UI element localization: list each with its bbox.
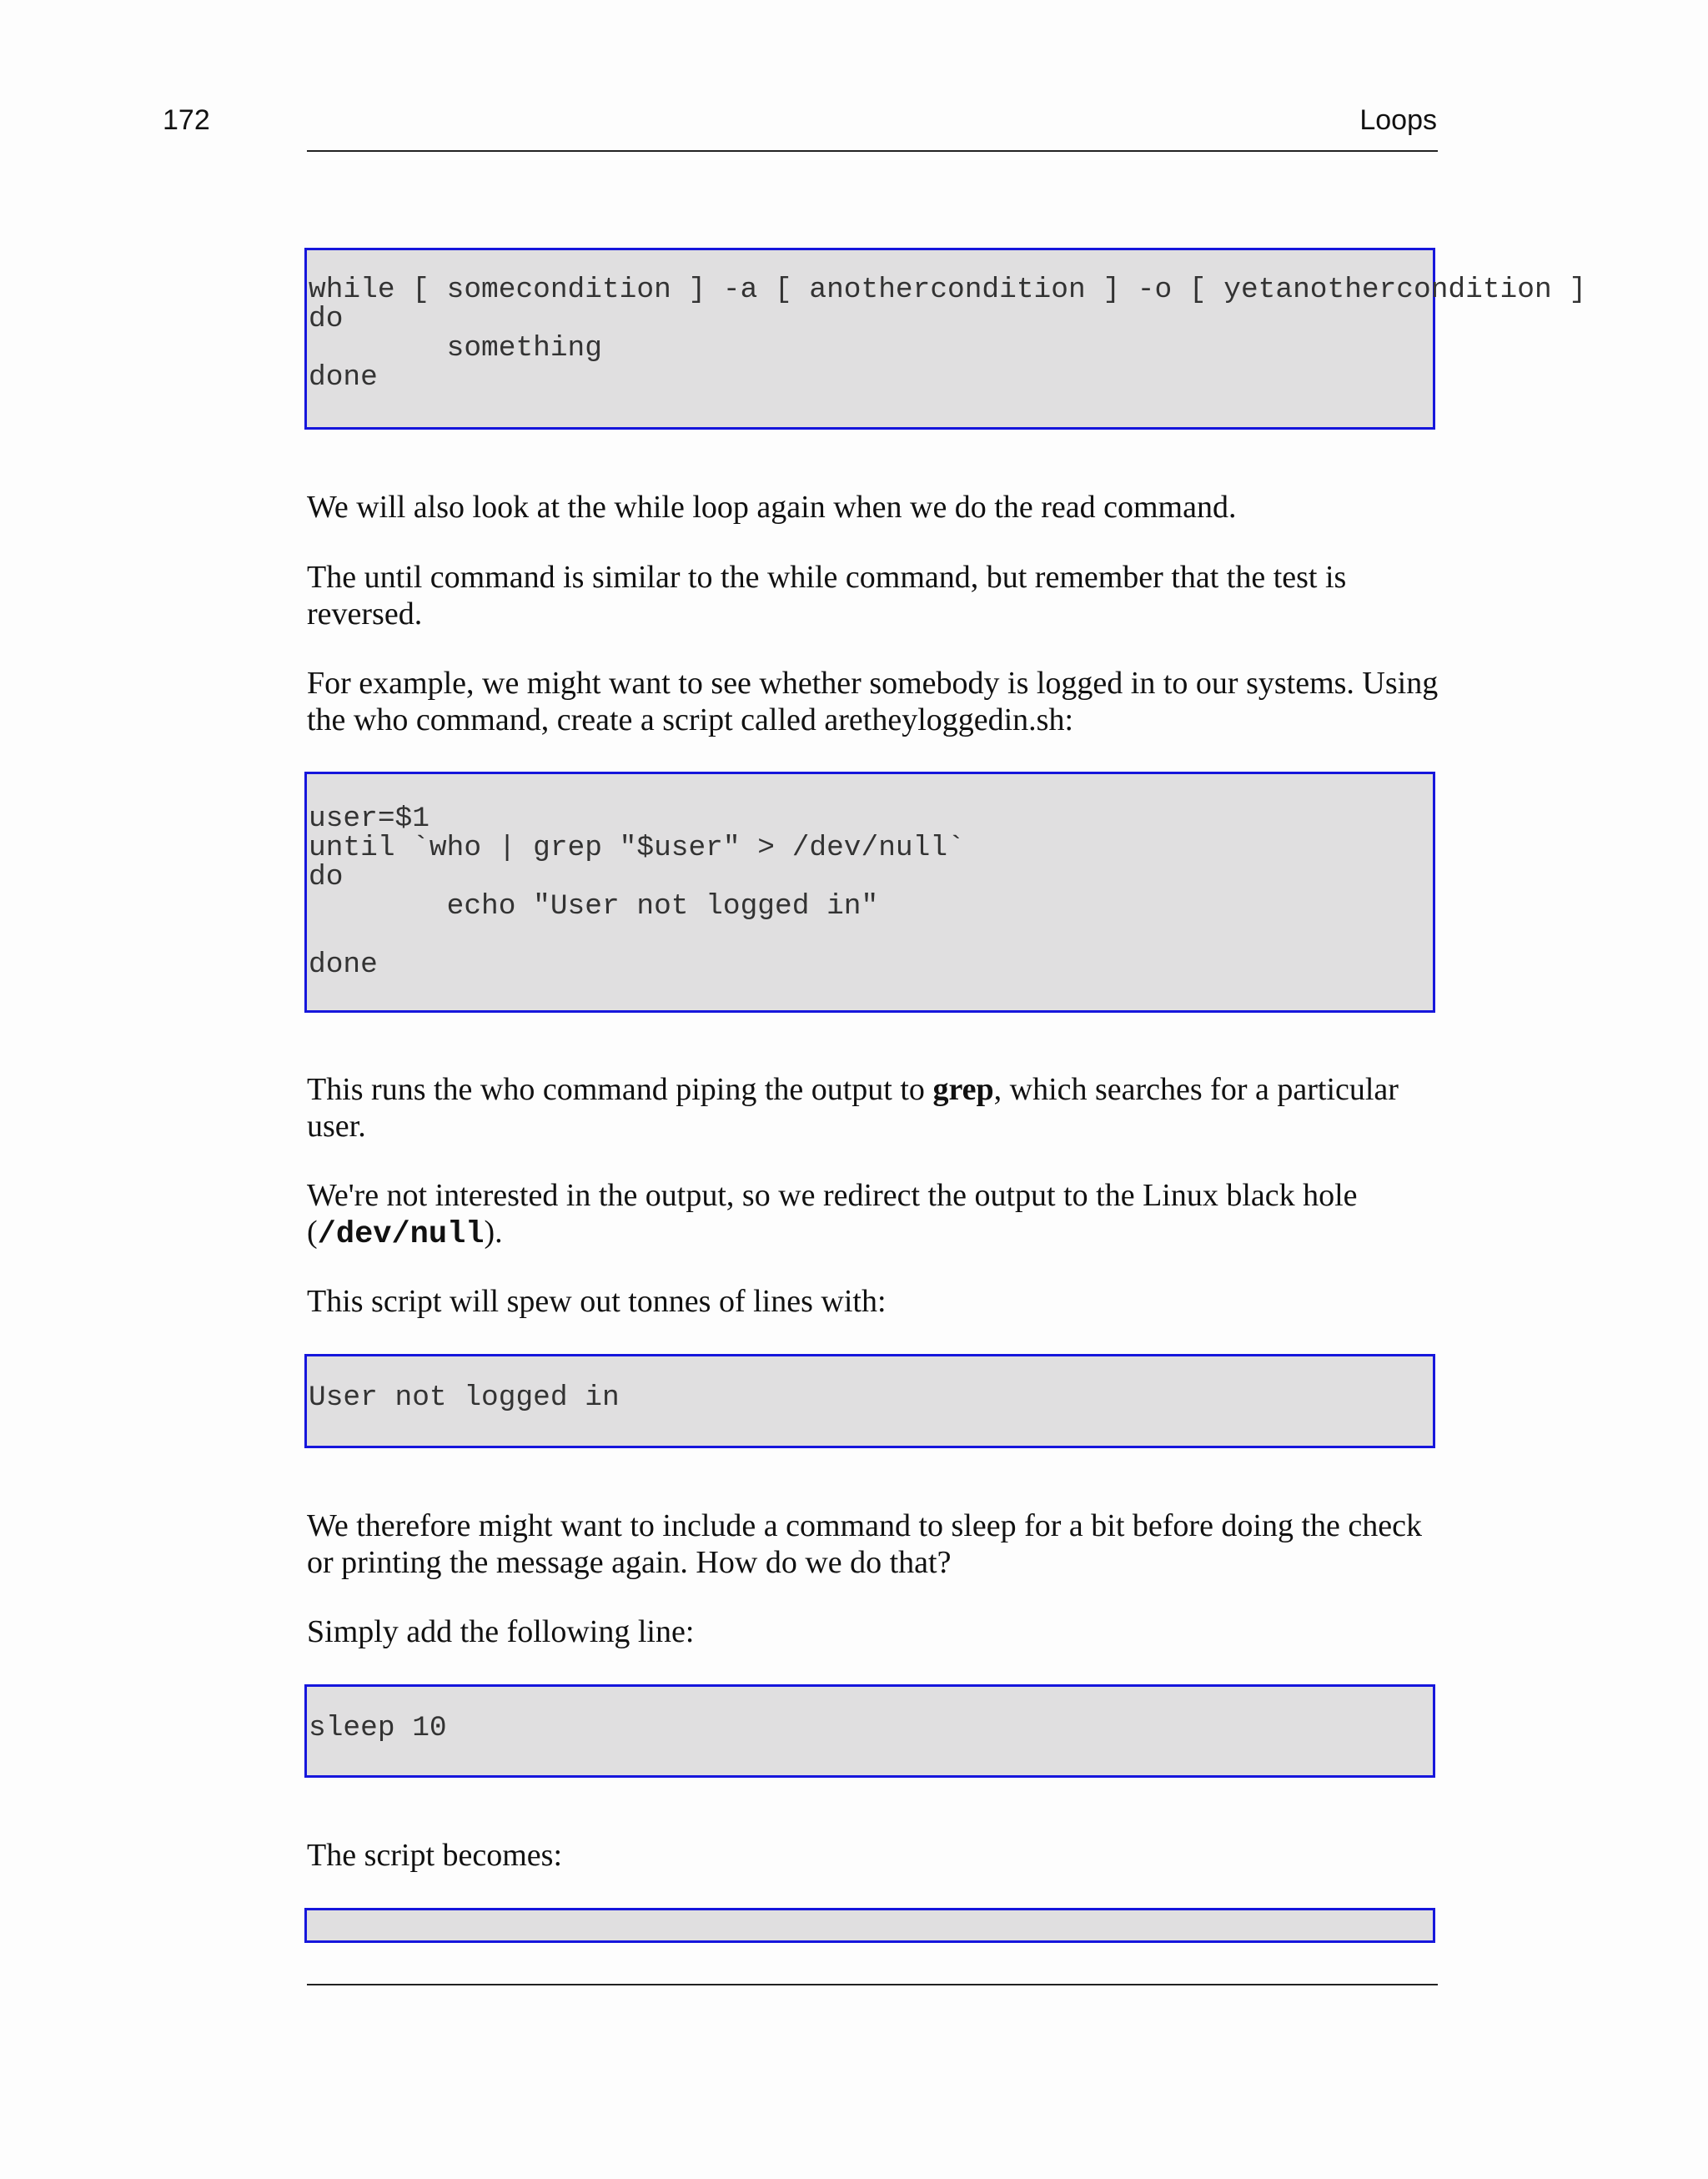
paragraph — [307, 1071, 1441, 1145]
code-text: sleep 10 — [309, 1712, 447, 1744]
paragraph: Simply add the following line: — [307, 1614, 695, 1649]
text-run: , which searches for a particular user. — [307, 1072, 1399, 1144]
paragraph: We therefore might want to include a command to sleep for a bit before doing the check or printing the message again. How do we do that? — [307, 1508, 1423, 1580]
paragraph: This script will spew out tonnes of lines with: — [307, 1284, 887, 1319]
code-block-output — [304, 1354, 1435, 1448]
paragraph: The until command is similar to the while command, but remember that the test is reversed. — [307, 560, 1347, 632]
code-text: user=$1 until `who | grep "$user" > /dev/null` do echo "User not logged in" done — [309, 803, 965, 981]
paragraph: We will also look at the while loop again when we do the read command. — [307, 490, 1237, 525]
inline-code: /dev/null — [317, 1217, 485, 1252]
command-name: grep — [932, 1072, 994, 1107]
code-text: User not logged in — [309, 1381, 620, 1414]
code-block-sleep — [304, 1684, 1435, 1778]
header-rule — [307, 150, 1438, 152]
page-number: 172 — [163, 104, 210, 136]
code-block-while — [304, 248, 1587, 430]
code-text: while [ somecondition ] -a [ anothercondition ] -o [ yetanothercondition ] do something done — [309, 274, 1587, 394]
code-block-until — [304, 772, 1435, 1013]
text-run: We're not interested in the output, so we redirect the output to the Linux black hole ( — [307, 1178, 1358, 1250]
paragraph — [307, 1177, 1441, 1253]
text-run: ). — [484, 1215, 503, 1250]
paragraph: The script becomes: — [307, 1838, 563, 1873]
footer-rule — [307, 1984, 1438, 1985]
code-block-partial — [304, 1908, 1435, 1943]
paragraph: For example, we might want to see whether somebody is logged in to our systems. Using the who command, create a script called aretheyloggedin.sh: — [307, 666, 1439, 737]
text-run: This runs the who command piping the output to — [307, 1072, 933, 1107]
chapter-title: Loops — [1359, 104, 1437, 136]
